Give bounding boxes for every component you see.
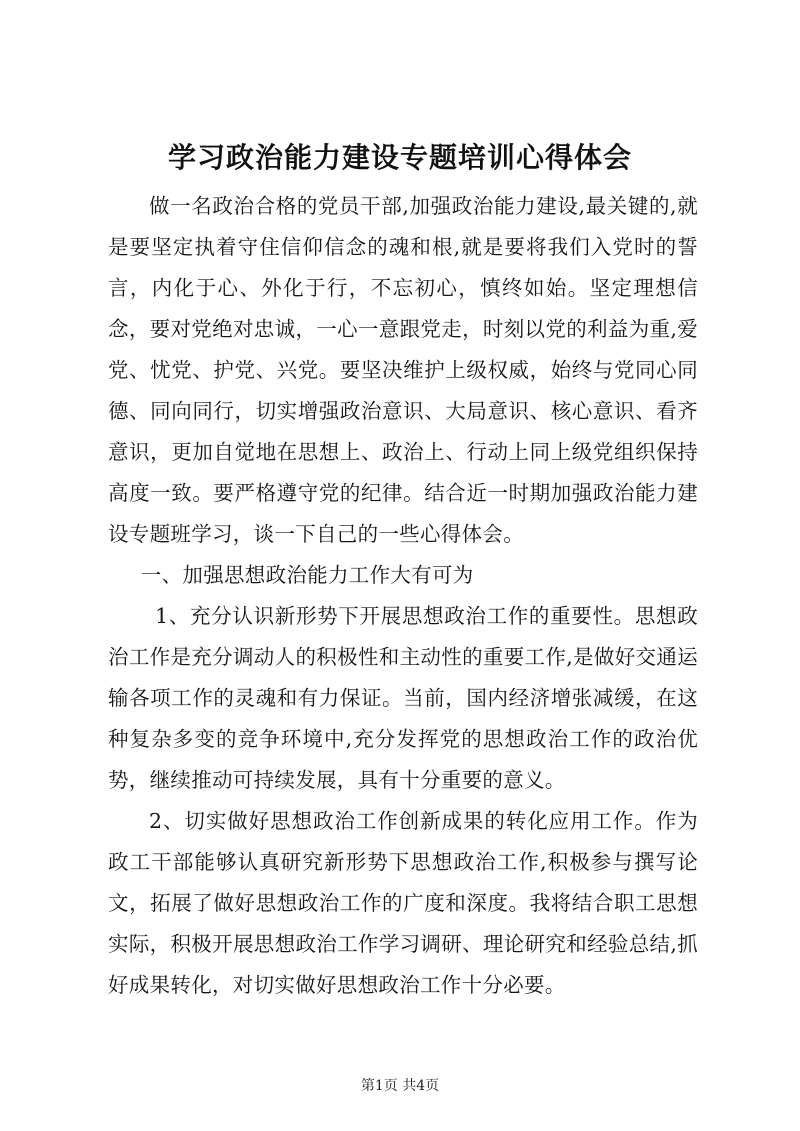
page-footer: 第1页 共4页 (360, 1078, 440, 1094)
paragraph-intro: 做一名政治合格的党员干部,加强政治能力建设,最关键的,就是要坚定执着守住信仰信念的魂和根,就是要将我们入党时的誓言，内化于心、外化于行，不忘初心，慎终如始。坚定理想信念，要对党绝对忠诚，一心一意跟党走，时刻以党的利益为重,爱党、忧党、护党、兴党。要坚决维护上级权威，始终与党同心同德、同向同行，切实增强政治意识、大局意识、核心意识、看齐意识，更加自觉地在思想上、政治上、行动上同上级党组织保持高度一致。要严格遵守党的纪律。结合近一时期加强政治能力建设专题班学习，谈一下自己的一些心得体会。 (108, 194, 698, 546)
page-title: 学习政治能力建设专题培训心得体会 (167, 141, 632, 174)
paragraph-point-1: 1、充分认识新形势下开展思想政治工作的重要性。思想政治工作是充分调动人的积极性和主动性的重要工作,是做好交通运输各项工作的灵魂和有力保证。当前，国内经济增张减缓，在这种复杂多变的竞争环境中,充分发挥党的思想政治工作的政治优势，继续推动可持续发展，具有十分重要的意义。 (108, 604, 698, 792)
document-body (108, 186, 698, 1006)
section-heading: 一、加强思想政治能力工作大有可为 (140, 563, 474, 587)
paragraph-point-2: 2、切实做好思想政治工作创新成果的转化应用工作。作为政工干部能够认真研究新形势下思想政治工作,积极参与撰写论文，拓展了做好思想政治工作的广度和深度。我将结合职工思想实际，积极开展思想政治工作学习调研、理论研究和经验总结,抓好成果转化，对切实做好思想政治工作十分必要。 (108, 809, 698, 997)
